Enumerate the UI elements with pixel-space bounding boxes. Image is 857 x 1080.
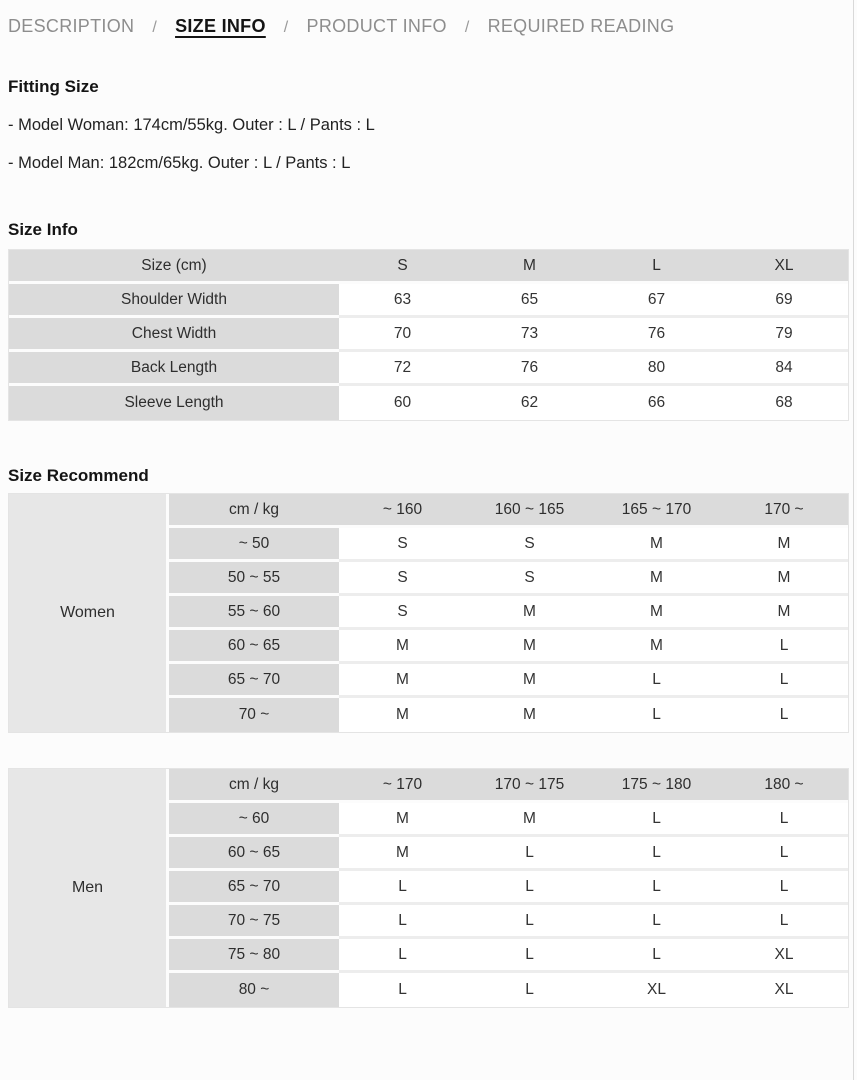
recommended-size: M xyxy=(593,596,720,630)
weight-range-label: 75 ~ 80 xyxy=(169,939,339,973)
recommended-size: L xyxy=(466,939,593,973)
height-range-header: 180 ~ xyxy=(720,769,848,803)
weight-range-label: 60 ~ 65 xyxy=(169,630,339,664)
recommended-size: L xyxy=(593,698,720,732)
size-recommend-table-women xyxy=(8,493,849,733)
recommended-size: L xyxy=(720,803,848,837)
height-range-header: 160 ~ 165 xyxy=(466,494,593,528)
recommended-size: M xyxy=(593,630,720,664)
measurement-value: 62 xyxy=(466,386,593,420)
recommended-size: L xyxy=(466,973,593,1007)
recommended-size: M xyxy=(466,630,593,664)
size-info-heading: Size Info xyxy=(8,220,78,239)
recommended-size: L xyxy=(466,837,593,871)
measurement-value: 72 xyxy=(339,352,466,386)
recommended-size: M xyxy=(720,562,848,596)
size-info-row xyxy=(9,318,848,352)
measurement-value: 84 xyxy=(720,352,848,386)
recommend-header-row xyxy=(9,769,848,803)
measurement-value: 73 xyxy=(466,318,593,352)
size-info-row xyxy=(9,386,848,420)
weight-range-label: 70 ~ xyxy=(169,698,339,732)
height-range-header: ~ 170 xyxy=(339,769,466,803)
tab-size-info[interactable]: SIZE INFO xyxy=(175,16,266,36)
recommended-size: M xyxy=(339,803,466,837)
page-right-border xyxy=(853,0,854,1080)
size-info-row xyxy=(9,284,848,318)
recommended-size: L xyxy=(720,905,848,939)
recommended-size: M xyxy=(593,562,720,596)
tab-required-reading[interactable]: REQUIRED READING xyxy=(487,16,675,36)
size-recommend-tables xyxy=(8,493,857,1008)
recommended-size: L xyxy=(466,871,593,905)
recommended-size: L xyxy=(339,939,466,973)
size-info-header-row xyxy=(9,250,848,284)
measurement-value: 67 xyxy=(593,284,720,318)
recommended-size: XL xyxy=(593,973,720,1007)
model-man-info: - Model Man: 182cm/65kg. Outer : L / Pants : L xyxy=(8,154,351,172)
measurement-label: Sleeve Length xyxy=(9,386,339,420)
measurement-label: Chest Width xyxy=(9,318,339,352)
size-column-header: S xyxy=(339,250,466,284)
recommended-size: L xyxy=(593,837,720,871)
weight-range-label: ~ 50 xyxy=(169,528,339,562)
size-info-table xyxy=(8,249,849,421)
group-label: Men xyxy=(9,769,169,1007)
recommended-size: XL xyxy=(720,973,848,1007)
unit-header: cm / kg xyxy=(169,494,339,528)
height-range-header: 170 ~ xyxy=(720,494,848,528)
recommended-size: L xyxy=(339,905,466,939)
group-label: Women xyxy=(9,494,169,732)
recommended-size: L xyxy=(720,837,848,871)
size-column-header: XL xyxy=(720,250,848,284)
size-recommend-table-men xyxy=(8,768,849,1008)
tab-separator: / xyxy=(464,19,470,36)
recommended-size: L xyxy=(720,630,848,664)
recommended-size: XL xyxy=(720,939,848,973)
recommended-size: M xyxy=(466,698,593,732)
recommended-size: L xyxy=(720,871,848,905)
recommended-size: S xyxy=(466,528,593,562)
recommended-size: L xyxy=(593,905,720,939)
weight-range-label: ~ 60 xyxy=(169,803,339,837)
size-column-header: L xyxy=(593,250,720,284)
measurement-value: 76 xyxy=(593,318,720,352)
product-tabs xyxy=(8,16,857,37)
recommended-size: M xyxy=(339,630,466,664)
weight-range-label: 65 ~ 70 xyxy=(169,664,339,698)
weight-range-label: 70 ~ 75 xyxy=(169,905,339,939)
recommended-size: S xyxy=(339,596,466,630)
measurement-value: 69 xyxy=(720,284,848,318)
size-column-header: M xyxy=(466,250,593,284)
weight-range-label: 55 ~ 60 xyxy=(169,596,339,630)
fitting-size-heading: Fitting Size xyxy=(8,77,99,96)
recommended-size: L xyxy=(593,803,720,837)
measurement-value: 76 xyxy=(466,352,593,386)
recommended-size: M xyxy=(720,528,848,562)
recommended-size: S xyxy=(339,562,466,596)
weight-range-label: 60 ~ 65 xyxy=(169,837,339,871)
measurement-label: Back Length xyxy=(9,352,339,386)
recommended-size: L xyxy=(339,871,466,905)
measurement-value: 63 xyxy=(339,284,466,318)
measurement-value: 65 xyxy=(466,284,593,318)
measurement-value: 68 xyxy=(720,386,848,420)
recommended-size: M xyxy=(466,664,593,698)
measurement-value: 66 xyxy=(593,386,720,420)
recommended-size: L xyxy=(339,973,466,1007)
height-range-header: 165 ~ 170 xyxy=(593,494,720,528)
recommend-header-row xyxy=(9,494,848,528)
recommended-size: L xyxy=(593,664,720,698)
tab-description[interactable]: DESCRIPTION xyxy=(8,16,135,36)
tab-separator: / xyxy=(283,19,289,36)
recommended-size: L xyxy=(593,939,720,973)
recommended-size: S xyxy=(339,528,466,562)
measurement-value: 79 xyxy=(720,318,848,352)
recommended-size: M xyxy=(339,837,466,871)
height-range-header: ~ 160 xyxy=(339,494,466,528)
recommended-size: S xyxy=(466,562,593,596)
recommended-size: M xyxy=(466,596,593,630)
recommended-size: M xyxy=(339,698,466,732)
weight-range-label: 65 ~ 70 xyxy=(169,871,339,905)
recommended-size: L xyxy=(466,905,593,939)
tab-product-info[interactable]: PRODUCT INFO xyxy=(306,16,447,36)
measurement-value: 70 xyxy=(339,318,466,352)
recommended-size: L xyxy=(720,664,848,698)
recommended-size: M xyxy=(339,664,466,698)
recommended-size: M xyxy=(720,596,848,630)
size-recommend-heading: Size Recommend xyxy=(8,466,149,485)
size-info-header-label: Size (cm) xyxy=(9,250,339,284)
measurement-value: 60 xyxy=(339,386,466,420)
recommended-size: M xyxy=(466,803,593,837)
recommended-size: M xyxy=(593,528,720,562)
model-woman-info: - Model Woman: 174cm/55kg. Outer : L / Pants : L xyxy=(8,116,375,134)
recommended-size: L xyxy=(593,871,720,905)
weight-range-label: 80 ~ xyxy=(169,973,339,1007)
height-range-header: 170 ~ 175 xyxy=(466,769,593,803)
tab-separator: / xyxy=(152,19,158,36)
height-range-header: 175 ~ 180 xyxy=(593,769,720,803)
measurement-value: 80 xyxy=(593,352,720,386)
weight-range-label: 50 ~ 55 xyxy=(169,562,339,596)
unit-header: cm / kg xyxy=(169,769,339,803)
recommended-size: L xyxy=(720,698,848,732)
measurement-label: Shoulder Width xyxy=(9,284,339,318)
size-info-row xyxy=(9,352,848,386)
